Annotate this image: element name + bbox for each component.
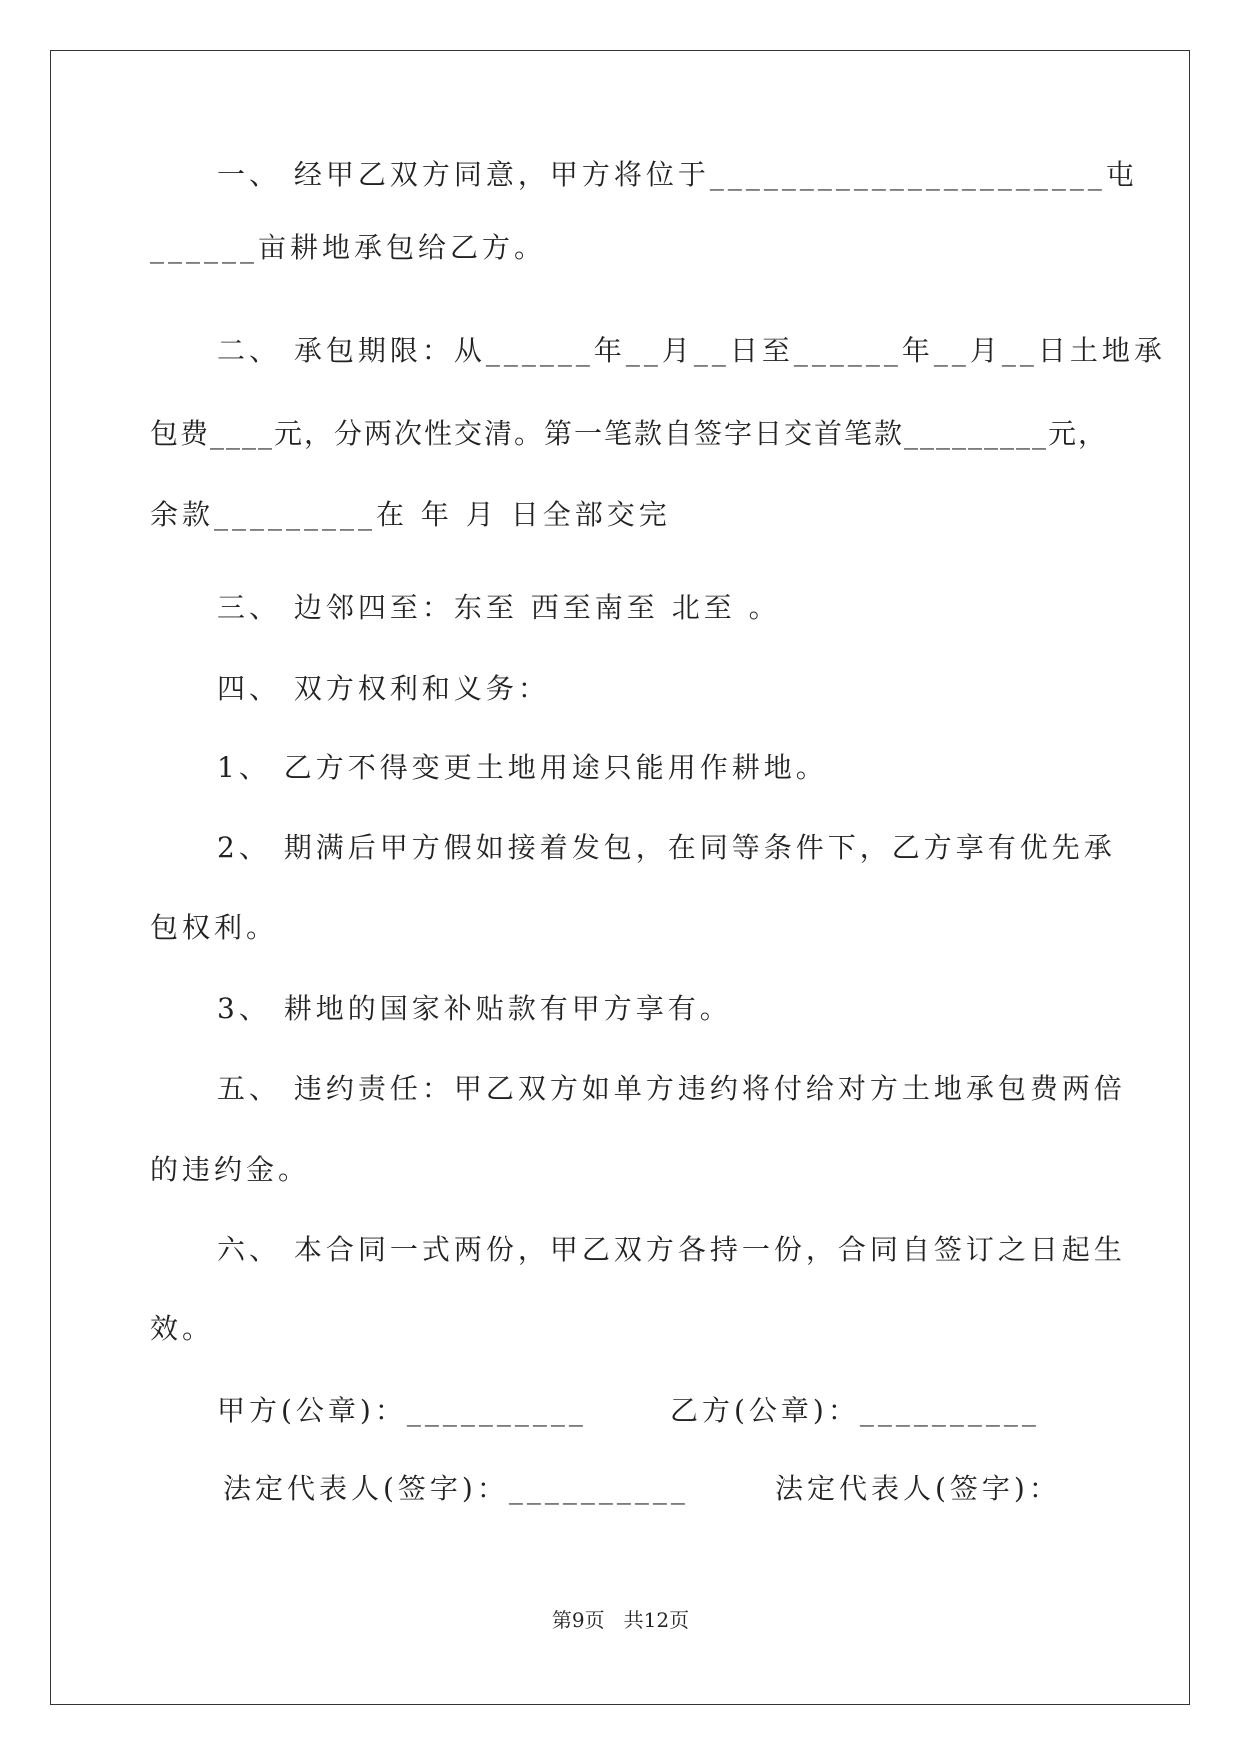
clause-4-item-3: 3、 耕地的国家补贴款有甲方享有。 xyxy=(217,992,732,1025)
clause-4-item-1: 1、 乙方不得变更土地用途只能用作耕地。 xyxy=(217,751,828,784)
party-b-rep-line: 法定代表人(签字)： xyxy=(775,1472,1061,1505)
clause-4-item-2-line-2: 包权利。 xyxy=(150,911,279,944)
clause-6-line-2: 效。 xyxy=(150,1312,215,1345)
clause-2-line-1: 二、 承包期限：从______年__月__日至______年__月__日土地承 xyxy=(217,334,1166,367)
party-a-rep-line: 法定代表人(签字)：__________ xyxy=(223,1472,689,1505)
clause-3-line: 三、 边邻四至：东至 西至南至 北至 。 xyxy=(217,591,781,624)
clause-2-line-2: 包费____元，分两次性交清。第一笔款自签字日交首笔款_________元， xyxy=(150,417,1109,450)
clause-2-line-3: 余款_________在 年 月 日全部交完 xyxy=(150,498,671,531)
clause-1-line-2: ______亩耕地承包给乙方。 xyxy=(150,231,547,264)
party-a-seal-line: 甲方(公章)：__________ xyxy=(217,1394,587,1427)
page-frame xyxy=(50,50,1190,1705)
clause-4-heading: 四、 双方权利和义务： xyxy=(217,672,550,705)
clause-5-line-1: 五、 违约责任：甲乙双方如单方违约将付给对方土地承包费两倍 xyxy=(217,1072,1126,1105)
party-b-seal-line: 乙方(公章)：__________ xyxy=(670,1394,1040,1427)
clause-5-line-2: 的违约金。 xyxy=(150,1153,311,1186)
clause-6-line-1: 六、 本合同一式两份，甲乙双方各持一份，合同自签订之日起生 xyxy=(217,1233,1126,1266)
clause-1-line-1: 一、 经甲乙双方同意，甲方将位于______________________屯 xyxy=(217,158,1138,191)
clause-4-item-2-line-1: 2、 期满后甲方假如接着发包，在同等条件下，乙方享有优先承 xyxy=(217,831,1116,864)
page-indicator: 第9页 共12页 xyxy=(551,1608,690,1632)
